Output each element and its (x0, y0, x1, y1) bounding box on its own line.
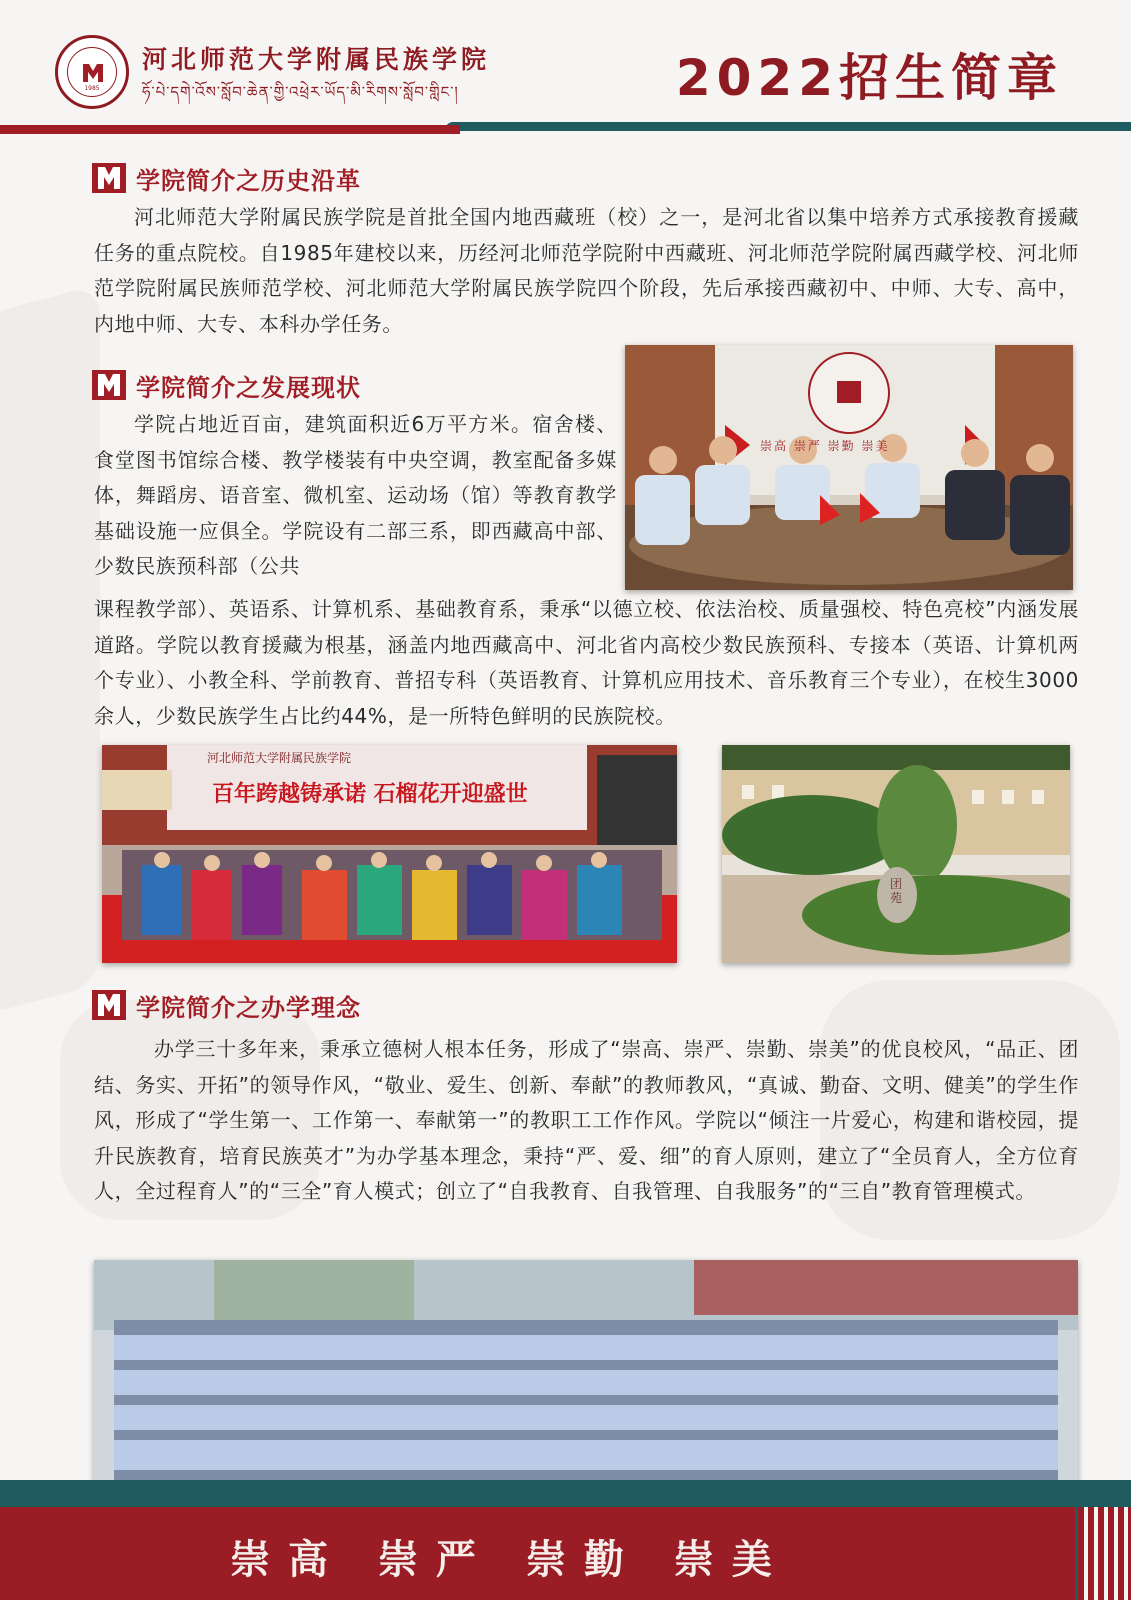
footer-stripes (1078, 1507, 1131, 1600)
header-divider-red (0, 125, 460, 134)
school-logo (55, 35, 129, 109)
garden-photo (722, 745, 1070, 963)
logo-year: 1985 (84, 85, 100, 92)
footer-motto: 崇高 崇严 崇勤 崇美 (230, 1536, 790, 1583)
history-paragraph: 河北师范大学附属民族学院是首批全国内地西藏班（校）之一，是河北省以集中培养方式承接教育援藏任务的重点院校。自1985年建校以来，历经河北师范学院附中西藏班、河北师范学院附属西藏学校、河北师范学院附属民族师范学校、河北师范大学附属民族学院四个阶段，先后承接西藏初中、中师、大专、高中，内地中师、大专、本科办学任务。 (94, 205, 1079, 336)
document-title: 2022招生简章 (675, 49, 1063, 107)
section-title: 学院简介之办学理念 (136, 993, 361, 1022)
header-divider-teal (445, 122, 1131, 131)
school-name-cn: 河北师范大学附属民族学院 (142, 45, 491, 74)
status-paragraph-part1: 学院占地近百亩，建筑面积近6万平方米。宿舍楼、食堂图书馆综合楼、教学楼装有中央空调，教室配备多媒体，舞蹈房、语音室、微机室、运动场（馆）等教育教学基础设施一应俱全。学院设有二部三系，即西藏高中部、少数民族预科部（公共 (94, 412, 617, 578)
section-m-icon (92, 163, 126, 193)
section-title: 学院简介之历史沿革 (136, 166, 361, 195)
meeting-photo (625, 345, 1073, 590)
logo-m-icon (83, 64, 103, 82)
section-heading-philosophy (92, 987, 361, 1023)
section-heading-history (92, 160, 361, 196)
garden-stone-text: 团苑 (890, 877, 903, 905)
school-name-tibetan: ཧོ་པེ་དགེ་འོས་སློབ་ཆེན་གྱི་འཕྲེར་ཡོད་མི་རིགས་སློབ་གླིང་། (142, 83, 459, 101)
festival-photo (102, 745, 677, 963)
philosophy-paragraph: 办学三十多年来，秉承立德树人根本任务，形成了“崇高、崇严、崇勤、崇美”的优良校风，“品正、团结、务实、开拓”的领导作风，“敬业、爱生、创新、奉献”的教师教风，“真诚、勤奋、文明、健美”的学生作风，形成了“学生第一、工作第一、奉献第一”的教职工工作作风。学院以“倾注一片爱心，构建和谐校园，提升民族教育，培育民族英才”为办学基本理念，秉持“严、爱、细”的育人原则，建立了“全员育人，全方位育人，全过程育人”的“三全”育人模式；创立了“自我教育、自我管理、自我服务”的“三自”教育管理模式。 (94, 1037, 1079, 1203)
festival-banner-school: 河北师范大学附属民族学院 (207, 751, 352, 765)
section-heading-status (92, 367, 361, 403)
status-paragraph-part2: 课程教学部）、英语系、计算机系、基础教育系，秉承“以德立校、依法治校、质量强校、特色亮校”内涵发展道路。学院以教育援藏为根基，涵盖内地西藏高中、河北省内高校少数民族预科、专接本（英语、计算机两个专业）、小教全科、学前教育、普招专科（英语教育、计算机应用技术、音乐教育三个专业），在校生3000余人，少数民族学生占比约44%，是一所特色鲜明的民族院校。 (94, 597, 1079, 728)
section-m-icon (92, 370, 126, 400)
meeting-wall-text: 崇高 崇严 崇勤 崇美 (760, 439, 890, 453)
festival-banner-main: 百年跨越铸承诺 石榴花开迎盛世 (212, 782, 528, 807)
watermark-shape (0, 284, 100, 1016)
staff-group-photo (94, 1260, 1078, 1506)
section-title: 学院简介之发展现状 (136, 373, 361, 402)
section-m-icon (92, 990, 126, 1020)
